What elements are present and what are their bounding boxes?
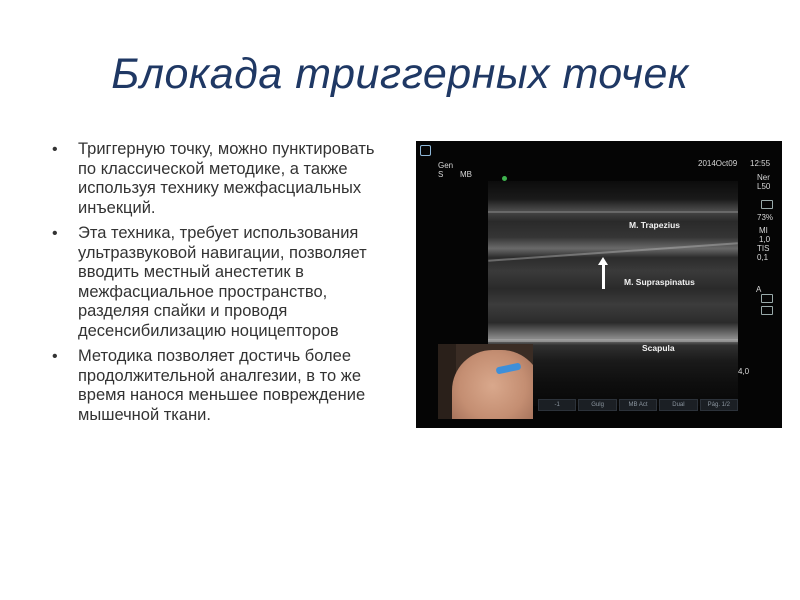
setting-preset: Ner: [757, 173, 770, 182]
bullet-item: [50, 140, 395, 218]
setting-probe: L50: [757, 182, 771, 191]
status-icons-bottom: [761, 291, 775, 318]
side-letter: A: [756, 285, 762, 294]
status-icon: [761, 306, 773, 315]
ultrasound-image: [416, 141, 782, 428]
shoulder-skin: [452, 350, 533, 419]
status-icon: [761, 294, 773, 303]
label-scapula: Scapula: [642, 343, 675, 353]
fascia-line: [488, 242, 738, 261]
bullet-item: [50, 347, 395, 425]
bullet-text: Триггерную точку, можно пунктировать по классической методике, а также используя технику межфасциальных инъекций.: [78, 140, 375, 217]
slide-title: Блокада триггерных точек: [111, 50, 689, 98]
setting-mi-value: 1,0: [759, 235, 771, 244]
setting-mi-label: MI: [759, 226, 768, 235]
scan-time: 12:55: [750, 159, 771, 168]
device-toolbar: [538, 399, 738, 411]
bullet-dot-icon: •: [52, 141, 58, 158]
toolbar-item: -1: [538, 399, 576, 411]
up-arrow-icon: [601, 257, 606, 289]
setting-tis-value: 0,1: [757, 253, 769, 262]
mode-label-mb: MB: [460, 170, 472, 179]
label-supraspinatus: M. Supraspinatus: [624, 277, 695, 287]
bullet-list: [50, 140, 395, 431]
patient-shoulder-photo: [438, 344, 533, 419]
mode-label-s: S: [438, 170, 444, 179]
bone-line: [488, 339, 738, 342]
toolbar-item: Dual: [659, 399, 697, 411]
toolbar-item: Pág. 1/2: [700, 399, 738, 411]
bullet-dot-icon: •: [52, 348, 58, 365]
status-icons-top: [761, 197, 775, 212]
scan-date: 2014Oct09: [698, 159, 738, 168]
toolbar-item: Gulg: [578, 399, 616, 411]
setting-gain: 73%: [757, 213, 774, 222]
marker-dot-icon: [502, 176, 507, 181]
status-icon: [761, 200, 773, 209]
fascia-line: [488, 211, 738, 213]
setting-tis-label: TIS: [757, 244, 770, 253]
device-logo-icon: [420, 145, 431, 156]
bullet-text: Эта техника, требует использования ультразвуковой навигации, позволяет вводить местный анестетик в межфасциальное пространство, разделяя спайки и проводя десенсибилизацию ноцицепторов: [78, 224, 367, 340]
bullet-item: [50, 224, 395, 341]
mode-label-gen: Gen: [438, 161, 454, 170]
depth-value: 4,0: [738, 367, 750, 376]
bullet-dot-icon: •: [52, 225, 58, 242]
toolbar-item: MB Act: [619, 399, 657, 411]
label-trapezius: M. Trapezius: [629, 220, 681, 230]
bullet-text: Методика позволяет достичь более продолжительной аналгезии, в то же время нанося меньшее повреждение мышечной ткани.: [78, 347, 366, 424]
